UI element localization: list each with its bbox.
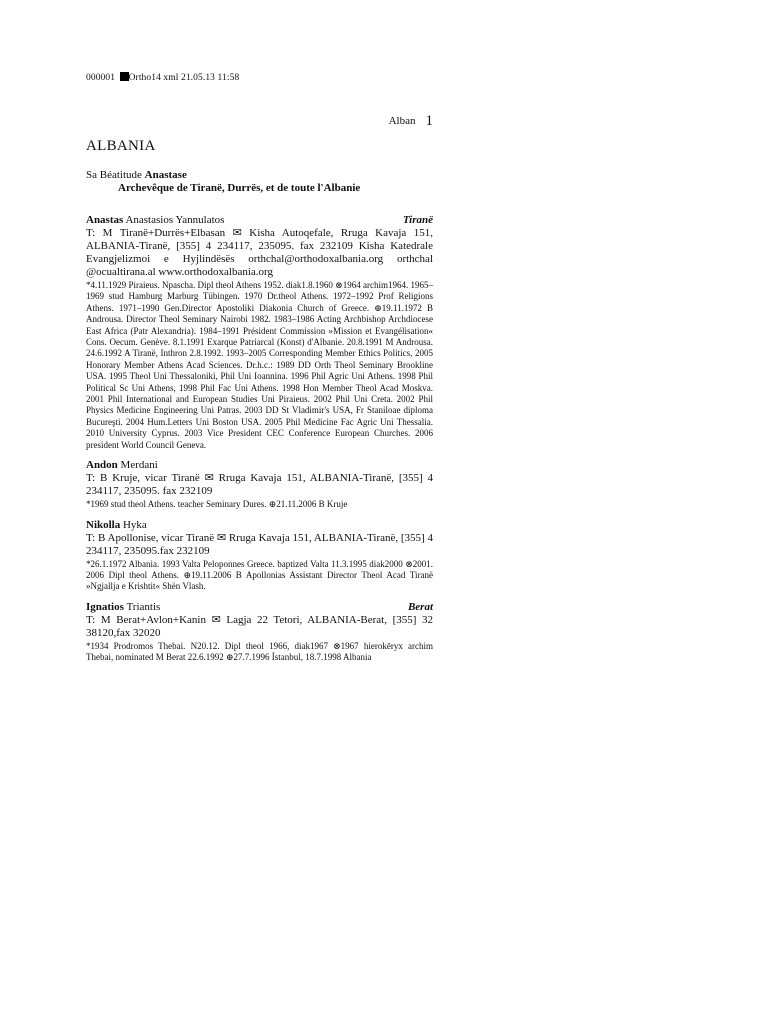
entry-full-name: Triantis <box>123 600 161 613</box>
entry-name-line <box>86 459 433 472</box>
print-slug <box>86 72 239 83</box>
entries-list <box>86 214 433 672</box>
running-head-label: Alban <box>388 115 416 127</box>
entry-nikolla <box>86 519 433 593</box>
primate-line <box>86 169 433 182</box>
entry-full-name: Hyka <box>120 518 147 531</box>
slug-info: Ortho14 xml 21.05.13 11:58 <box>128 73 240 83</box>
entry-see: Tiranë <box>402 214 433 226</box>
entry-biography: *26.1.1972 Albania. 1993 Valta Peloponnes Greece. baptized Valta 11.3.1995 diak2000 ⊗2001. 2006 Dipl theol Athens. ⊕19.11.2006 B Apollonias Assistant Director Theol Acad Tiranë »Ngjallja e Krishtit« Shën Vlash. <box>86 558 433 592</box>
entry-biography: *1934 Prodromos Thebai. N20.12. Dipl theol 1966, diak1967 ⊗1967 hierokēryx archim Thebai, nominated M Berat 22.6.1992 ⊕27.7.1996 İstanbul, 18.7.1998 Albania <box>86 640 433 663</box>
entry-given-name: Anastas <box>86 214 124 226</box>
entry-name-line <box>86 601 433 614</box>
primate-prefix: Sa Béatitude <box>86 169 145 181</box>
primate-name: Anastase <box>144 169 187 181</box>
slug-code: 000001 <box>86 73 116 83</box>
entry-name-line <box>86 519 433 532</box>
primate-header <box>86 169 433 195</box>
crop-mark-square <box>120 72 129 81</box>
entry-name-line <box>86 214 433 227</box>
entry-address: T: M Berat+Avlon+Kanin ✉ Lagja 22 Tetori, ALBANIA-Berat, [355] 32 38120,fax 32020 <box>86 613 433 639</box>
entry-anastas <box>86 214 433 451</box>
entry-andon <box>86 459 433 510</box>
entry-given-name: Ignatios <box>86 600 124 613</box>
entry-full-name: Merdani <box>117 459 158 472</box>
entry-ignatios <box>86 601 433 664</box>
primate-title: Archevêque de Tiranë, Durrës, et de toute l'Albanie <box>118 182 361 194</box>
entry-address: T: B Kruje, vicar Tiranë ✉ Rruga Kavaja 151, ALBANIA-Tiranë, [355] 4 234117, 235095. fax 232109 <box>86 472 433 498</box>
entry-given-name: Nikolla <box>86 518 121 531</box>
entry-address: T: B Apollonise, vicar Tiranë ✉ Rruga Kavaja 151, ALBANIA-Tiranë, [355] 4 234117, 235095.fax 232109 <box>86 531 433 557</box>
entry-biography: *4.11.1929 Piraieus. Npascha. Dipl theol Athens 1952. diak1.8.1960 ⊗1964 archim1964. 1965–1969 stud Hamburg Marburg Tübingen. 1970 Dr.theol Athens. 1972–1992 Prof Religions Athens. 1971–1990 Gen.Director Apostoliki Diakonia Church of Greece. ⊕19.11.1972 B Androusa. Director Theol Seminary Nairobi 1982. 1983–1986 Acting Archbishop Archdiocese East Africa (Patr Alexandria). 1984–1991 Président Commission »Mission et Evangélisation« Cons. Oecum. Genève. 8.1.1991 Exarque Patriarcal (Konst) d'Albanie. 20.8.1991 M Androusa. 24.6.1992 A Tiranë, Inthron 2.8.1992. 1993–2005 Corresponding Member Ethics Politics, 2005 Honorary Member Athens Acad Sciences. Dr.h.c.: 1989 DD Orth Theol Seminary Brookline USA. 1995 Theol Uni Thessaloniki, Phil Uni Ioannina. 1996 Phil Agric Uni Athens. 1998 Phil Political Sc Uni Athens, 1998 Phil Fac Uni Athens. 1998 Hon Member Theol Acad Moskva. 2001 Phil International and European Studies Uni Piraieus. 2002 Phil Uni Creta. 2002 Phil Physics Medicine Engineering Uni Patras. 2003 DD St Vladimir's USA, Fr Staniloae diploma Bucureşti. 2004 Hum.Letters Uni Boston USA. 2005 Phil Medicine Fac Agric Uni Thessalia. 2010 University Cyprus. 2003 Vice President CEC Conference European Churches. 2006 president World Council Geneva. <box>86 280 433 450</box>
page-number: 1 <box>425 113 433 129</box>
entry-biography: *1969 stud theol Athens. teacher Seminary Dures. ⊕21.11.2006 B Kruje <box>86 499 348 510</box>
entry-given-name: Andon <box>86 459 118 472</box>
entry-full-name: Anastasios Yannulatos <box>123 214 225 226</box>
entry-address: T: M Tiranë+Durrës+Elbasan ✉ Kisha Autoqefale, Rruga Kavaja 151, ALBANIA-Tiranë, [355] 4 234117, 235095. fax 232109 Kisha Katedrale Evangjelizmoi e Hyjlindësës orthchal@orthodoxalbania.org orthchal @ocualtirana.al www.orthodoxalbania.org <box>86 227 433 278</box>
running-head <box>86 113 433 130</box>
country-heading: ALBANIA <box>86 138 156 154</box>
entry-see: Berat <box>407 600 433 613</box>
